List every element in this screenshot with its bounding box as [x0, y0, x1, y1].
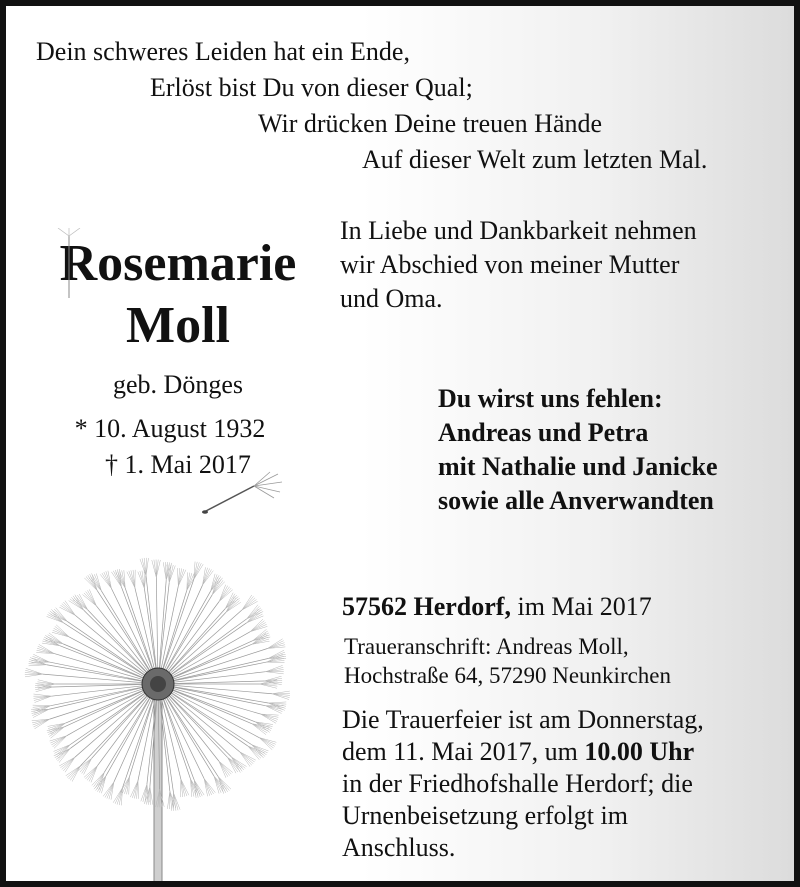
dandelion-image [16, 544, 306, 884]
intro-line-2: wir Abschied von meiner Mutter [340, 250, 680, 279]
address-line-2: Hochstraße 64, 57290 Neunkirchen [344, 663, 672, 688]
deceased-last-name: Moll [126, 297, 230, 354]
ceremony-line-4: Urnenbeisetzung erfolgt im [342, 801, 628, 830]
place: 57562 Herdorf, [342, 592, 511, 621]
mourners-line-4: sowie alle Anverwandten [438, 486, 714, 515]
intro-line-3: und Oma. [340, 284, 443, 313]
birth-date: * 10. August 1932 [74, 414, 266, 443]
poem-line-3: Wir drücken Deine treuen Hände [258, 109, 603, 138]
birth-name: geb. Dönges [113, 370, 243, 399]
poem-line-1: Dein schweres Leiden hat ein Ende, [36, 37, 410, 66]
ceremony-time: 10.00 Uhr [584, 737, 695, 766]
poem-line-4: Auf dieser Welt zum letzten Mal. [362, 145, 708, 174]
flying-seed-icon [198, 470, 288, 520]
poem-line-2: Erlöst bist Du von dieser Qual; [150, 73, 473, 102]
place-date [342, 590, 652, 624]
ceremony-line-3: in der Friedhofshalle Herdorf; die [342, 769, 693, 798]
death-date: † 1. Mai 2017 [105, 450, 251, 479]
ceremony-line-5: Anschluss. [342, 833, 456, 862]
ceremony-line-1: Die Trauerfeier ist am Donnerstag, [342, 705, 704, 734]
mourners-line-3: mit Nathalie und Janicke [438, 452, 718, 481]
address-line-1: Traueranschrift: Andreas Moll, [344, 634, 629, 659]
small-seed-icon [54, 228, 84, 298]
mourners-line-2: Andreas und Petra [438, 418, 649, 447]
ceremony-line-2: dem 11. Mai 2017, um 10.00 Uhr [342, 737, 695, 766]
date: im Mai 2017 [510, 592, 652, 621]
mourners-line-1: Du wirst uns fehlen: [438, 384, 663, 413]
intro-line-1: In Liebe und Dankbarkeit nehmen [340, 216, 697, 245]
deceased-first-name: Rosemarie [59, 235, 297, 292]
